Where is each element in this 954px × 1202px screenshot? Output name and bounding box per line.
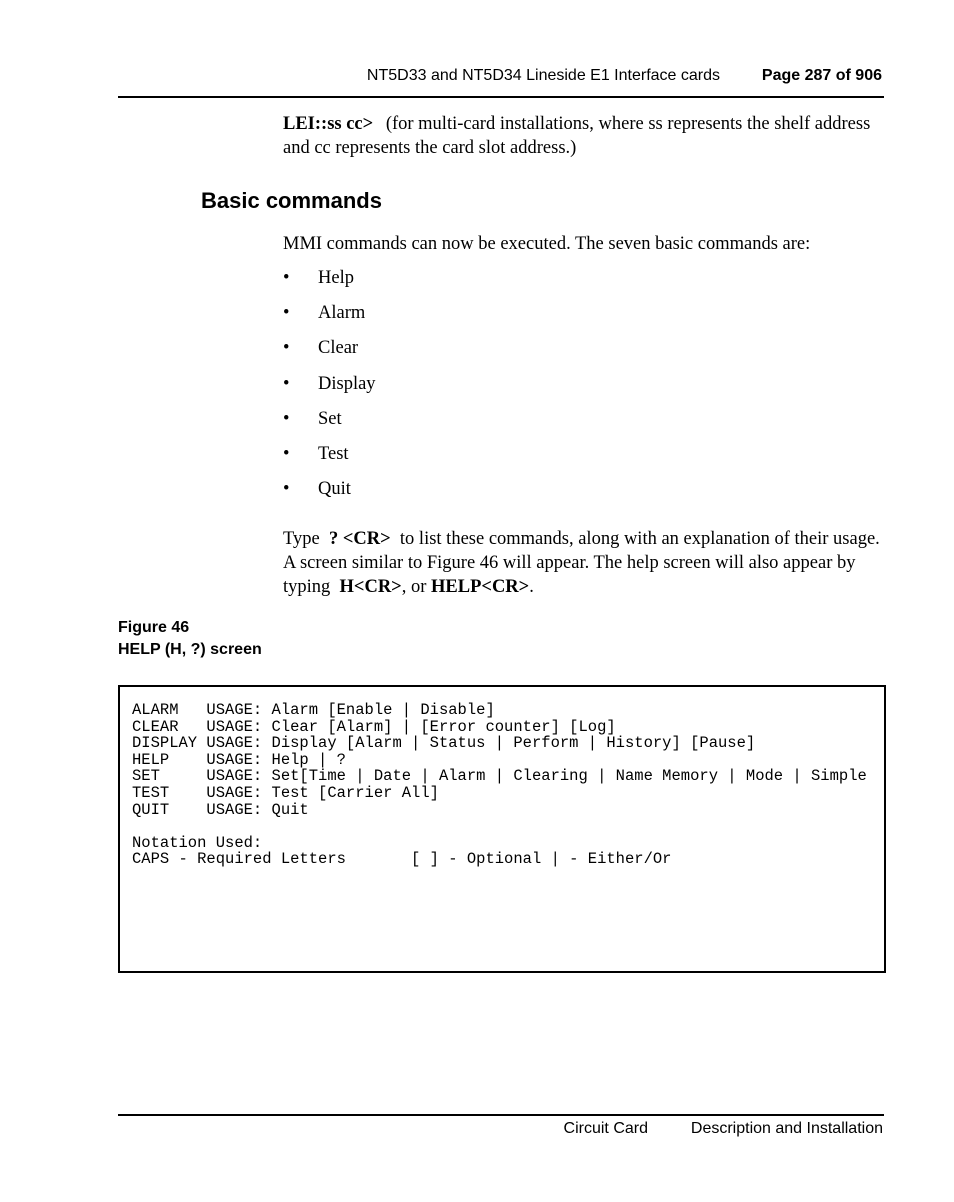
page-number: Page 287 of 906 (761, 67, 882, 84)
screen-line: CLEAR USAGE: Clear [Alarm] | [Error counter] [Log] (132, 717, 616, 736)
page-footer (118, 1114, 884, 1146)
bullet: • (283, 338, 290, 359)
bullet: • (283, 479, 290, 500)
bullet: • (283, 373, 290, 394)
list-item (283, 301, 376, 336)
bullet: • (283, 303, 290, 324)
command-name: Display (318, 373, 376, 394)
list-item (283, 336, 376, 371)
bullet: • (283, 443, 290, 464)
document-title: NT5D33 and NT5D34 Lineside E1 Interface cards (366, 67, 720, 84)
screen-line: SET USAGE: Set[Time | Date | Alarm | Clearing | Name Memory | Mode | Simple (132, 767, 867, 786)
intro-paragraph (283, 112, 883, 160)
figure-number: Figure 46 (118, 619, 190, 636)
command-name: Test (318, 443, 349, 464)
list-item (283, 477, 376, 512)
prompt-explanation: (for multi-card installations, where ss represents the shelf address and cc represents the card slot address.) (283, 114, 871, 158)
usage-text: Type (283, 529, 320, 549)
screen-line: ALARM USAGE: Alarm [Enable | Disable] (132, 701, 495, 719)
screen-line: DISPLAY USAGE: Display [Alarm | Status | Perform | History] [Pause] (132, 734, 756, 753)
usage-text: . (529, 577, 534, 597)
command-name: Help (318, 268, 354, 288)
list-item (283, 372, 376, 407)
help-key: ? <CR> (328, 529, 391, 549)
usage-text: , or (401, 577, 427, 597)
bullet: • (283, 408, 290, 429)
lead-paragraph: MMI commands can now be executed. The seven basic commands are: (283, 234, 811, 254)
list-item (283, 407, 376, 442)
command-name: Set (318, 408, 342, 429)
command-name: Clear (318, 338, 359, 359)
command-name: Quit (318, 479, 351, 500)
page-header (118, 62, 884, 98)
section-heading: Basic commands (201, 188, 382, 213)
figure-caption (118, 617, 262, 661)
help-cr-key: HELP<CR> (431, 577, 530, 597)
footer-right: Description and Installation (690, 1120, 883, 1137)
screen-line: CAPS - Required Letters [ ] - Optional | - Either/Or (132, 850, 672, 869)
usage-paragraph (283, 527, 883, 599)
list-item (283, 442, 376, 477)
screen-line: HELP USAGE: Help | ? (132, 750, 346, 769)
footer-left: Circuit Card (563, 1120, 648, 1137)
prompt-text: LEI::ss cc> (283, 114, 374, 134)
command-name: Alarm (318, 303, 366, 324)
screen-line: TEST USAGE: Test [Carrier All] (132, 784, 439, 802)
list-item (283, 266, 376, 301)
h-key: H<CR> (339, 577, 402, 597)
figure-title: HELP (H, ?) screen (118, 641, 262, 658)
screen-line: QUIT USAGE: Quit (132, 800, 309, 819)
help-screen (118, 685, 886, 973)
bullet: • (283, 268, 290, 288)
screen-line: Notation Used: (132, 833, 263, 852)
usage-text: to list these commands, along with an explanation of their usage. A screen similar to Figure 46 will appear. The help screen will also appear by typing (283, 529, 880, 597)
command-list (283, 266, 376, 512)
